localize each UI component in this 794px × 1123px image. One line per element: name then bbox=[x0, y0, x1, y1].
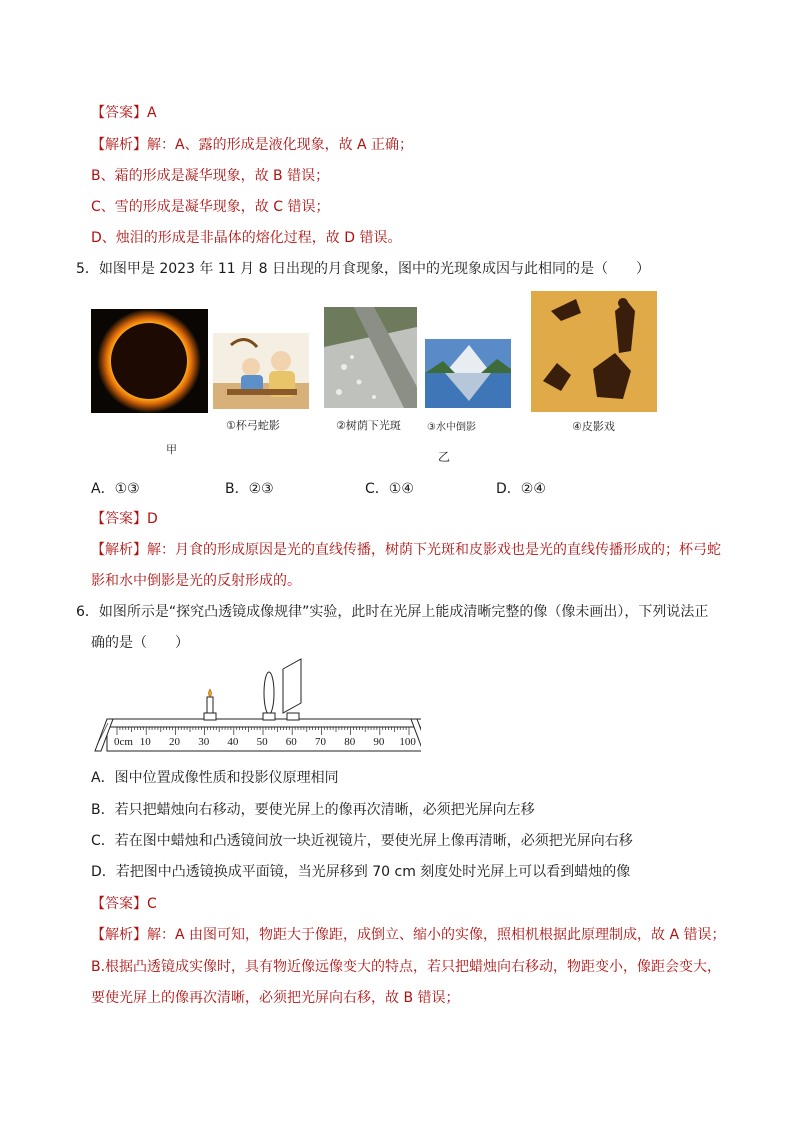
q4-analysis-line-1 bbox=[91, 134, 413, 154]
analysis-tag: 【解析】 bbox=[91, 927, 147, 943]
q5-analysis-line-1 bbox=[91, 539, 721, 559]
q4-analysis-line-3: C、雪的形成是凝华现象，故 C 错误； bbox=[91, 199, 330, 215]
answer-tag: 【答案】 bbox=[91, 105, 147, 121]
ruler-label: 40 bbox=[227, 736, 239, 748]
ruler-label: 0cm bbox=[114, 736, 133, 748]
q5-option-c[interactable]: C．①④ bbox=[365, 481, 414, 497]
ruler-label: 90 bbox=[373, 736, 385, 748]
answer-tag: 【答案】 bbox=[91, 896, 147, 912]
q6-option-a[interactable]: A．图中位置成像性质和投影仪原理相同 bbox=[91, 770, 339, 786]
answer-value: A bbox=[147, 105, 157, 121]
q6-option-c[interactable]: C．若在图中蜡烛和凸透镜间放一块近视镜片，要使光屏上像再清晰，必须把光屏向右移 bbox=[91, 833, 633, 849]
analysis-text: 解：A 由图可知，物距大于像距，成倒立、缩小的实像，照相机根据此原理制成，故 A 错误； bbox=[147, 927, 726, 943]
optical-bench-diagram bbox=[91, 655, 421, 758]
analysis-tag: 【解析】 bbox=[91, 542, 147, 558]
caption-4: ④皮影戏 bbox=[572, 420, 615, 433]
answer-value: C bbox=[147, 896, 157, 912]
q6-option-d[interactable]: D．若把图中凸透镜换成平面镜，当光屏移到 70 cm 刻度处时光屏上可以看到蜡烛的像 bbox=[91, 864, 631, 880]
cup-bow-image bbox=[213, 333, 309, 409]
q4-answer bbox=[91, 102, 157, 122]
q6-stem-line-2: 确的是（ ） bbox=[91, 635, 189, 651]
caption-1: ①杯弓蛇影 bbox=[226, 419, 280, 432]
q6-stem-line-1: 6．如图所示是“探究凸透镜成像规律”实验，此时在光屏上能成清晰完整的像（像未画出），下列说法正 bbox=[76, 604, 709, 620]
caption-2: ②树荫下光斑 bbox=[336, 419, 401, 432]
ruler-label: 70 bbox=[315, 736, 326, 748]
eclipse-image bbox=[91, 309, 208, 413]
q6-option-b[interactable]: B．若只把蜡烛向右移动，要使光屏上的像再次清晰，必须把光屏向左移 bbox=[91, 802, 535, 818]
shadow-puppet-image bbox=[531, 291, 657, 412]
q6-analysis-line-2: B.根据凸透镜成实像时，具有物近像远像变大的特点，若只把蜡烛向右移动，物距变小，像距会变大， bbox=[91, 959, 722, 975]
q5-option-b[interactable]: B．②③ bbox=[225, 481, 274, 497]
analysis-text: 解：A、露的形成是液化现象，故 A 正确； bbox=[147, 137, 414, 153]
caption-jia: 甲 bbox=[166, 443, 177, 456]
water-reflection-image bbox=[425, 339, 511, 408]
q4-analysis-line-4: D、烛泪的形成是非晶体的熔化过程，故 D 错误。 bbox=[91, 230, 402, 246]
ruler-label: 20 bbox=[169, 736, 180, 748]
ruler-label: 100 bbox=[399, 736, 416, 748]
q5-stem: 5．如图甲是 2023 年 11 月 8 日出现的月食现象，图中的光现象成因与此相同的是（ ） bbox=[76, 261, 650, 277]
ruler-label: 30 bbox=[198, 736, 210, 748]
q5-option-d[interactable]: D．②④ bbox=[496, 481, 546, 497]
ruler-label: 50 bbox=[256, 736, 268, 748]
q6-analysis-line-1 bbox=[91, 924, 726, 944]
q6-analysis-line-3: 要使光屏上的像再次清晰，必须把光屏向右移，故 B 错误； bbox=[91, 990, 460, 1006]
answer-value: D bbox=[147, 511, 158, 527]
ruler-label: 80 bbox=[344, 736, 356, 748]
q5-answer bbox=[91, 508, 158, 528]
ruler-label: 10 bbox=[139, 736, 151, 748]
analysis-text: 解：月食的形成原因是光的直线传播，树荫下光斑和皮影戏也是光的直线传播形成的；杯弓蛇 bbox=[147, 542, 721, 558]
q5-option-a[interactable]: A．①③ bbox=[91, 481, 140, 497]
tree-shade-image bbox=[324, 307, 417, 408]
caption-yi: 乙 bbox=[438, 450, 451, 464]
analysis-tag: 【解析】 bbox=[91, 137, 147, 153]
q5-analysis-line-2: 影和水中倒影是光的反射形成的。 bbox=[91, 573, 301, 589]
caption-3: ③水中倒影 bbox=[427, 422, 476, 433]
q4-analysis-line-2: B、霜的形成是凝华现象，故 B 错误； bbox=[91, 168, 330, 184]
ruler-label: 60 bbox=[285, 736, 297, 748]
q6-answer bbox=[91, 893, 157, 913]
answer-tag: 【答案】 bbox=[91, 511, 147, 527]
